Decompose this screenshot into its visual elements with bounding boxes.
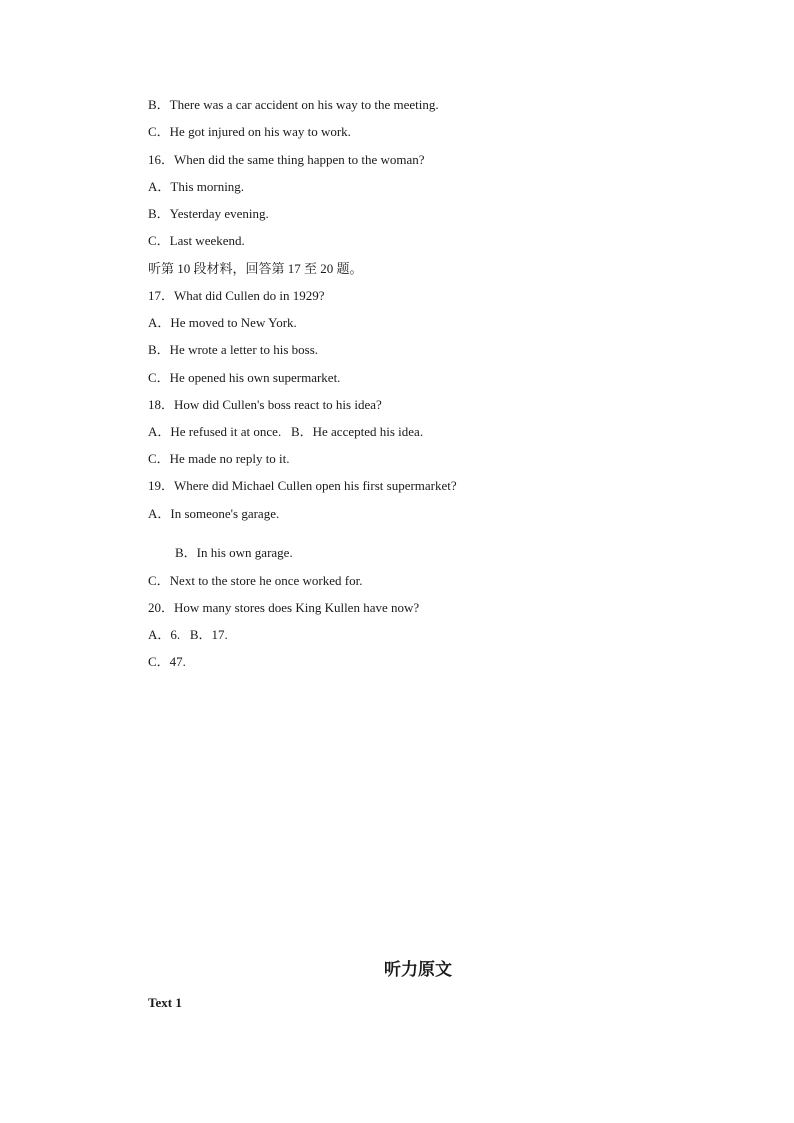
option-line: C．Next to the store he once worked for. [148, 573, 363, 588]
option-line: B．There was a car accident on his way to the meeting. [148, 97, 439, 112]
option-line: B．Yesterday evening. [148, 206, 269, 221]
option-line: C．47. [148, 654, 186, 669]
instruction-line: 听第 10 段材料，回答第 17 至 20 题。 [148, 261, 363, 276]
option-line: C．He got injured on his way to work. [148, 124, 351, 139]
option-line: A．6. B．17. [148, 627, 228, 642]
option-line: B．He wrote a letter to his boss. [148, 342, 319, 357]
question-line: 18．How did Cullen's boss react to his idea? [148, 397, 382, 412]
question-line: 20．How many stores does King Kullen have now? [148, 600, 420, 615]
text-label: Text 1 [148, 995, 182, 1010]
question-line: 19．Where did Michael Cullen open his first supermarket? [148, 478, 457, 493]
option-line: C．Last weekend. [148, 233, 245, 248]
option-line: A．He refused it at once. B．He accepted his idea. [148, 424, 424, 439]
section-title: 听力原文 [384, 960, 452, 980]
question-line: 16．When did the same thing happen to the woman? [148, 152, 425, 167]
option-line: B．In his own garage. [175, 545, 293, 560]
option-line: A．In someone's garage. [148, 506, 280, 521]
option-line: A．He moved to New York. [148, 315, 297, 330]
option-line: C．He made no reply to it. [148, 451, 290, 466]
option-line: C．He opened his own supermarket. [148, 370, 341, 385]
question-line: 17．What did Cullen do in 1929? [148, 288, 325, 303]
option-line: A．This morning. [148, 179, 245, 194]
